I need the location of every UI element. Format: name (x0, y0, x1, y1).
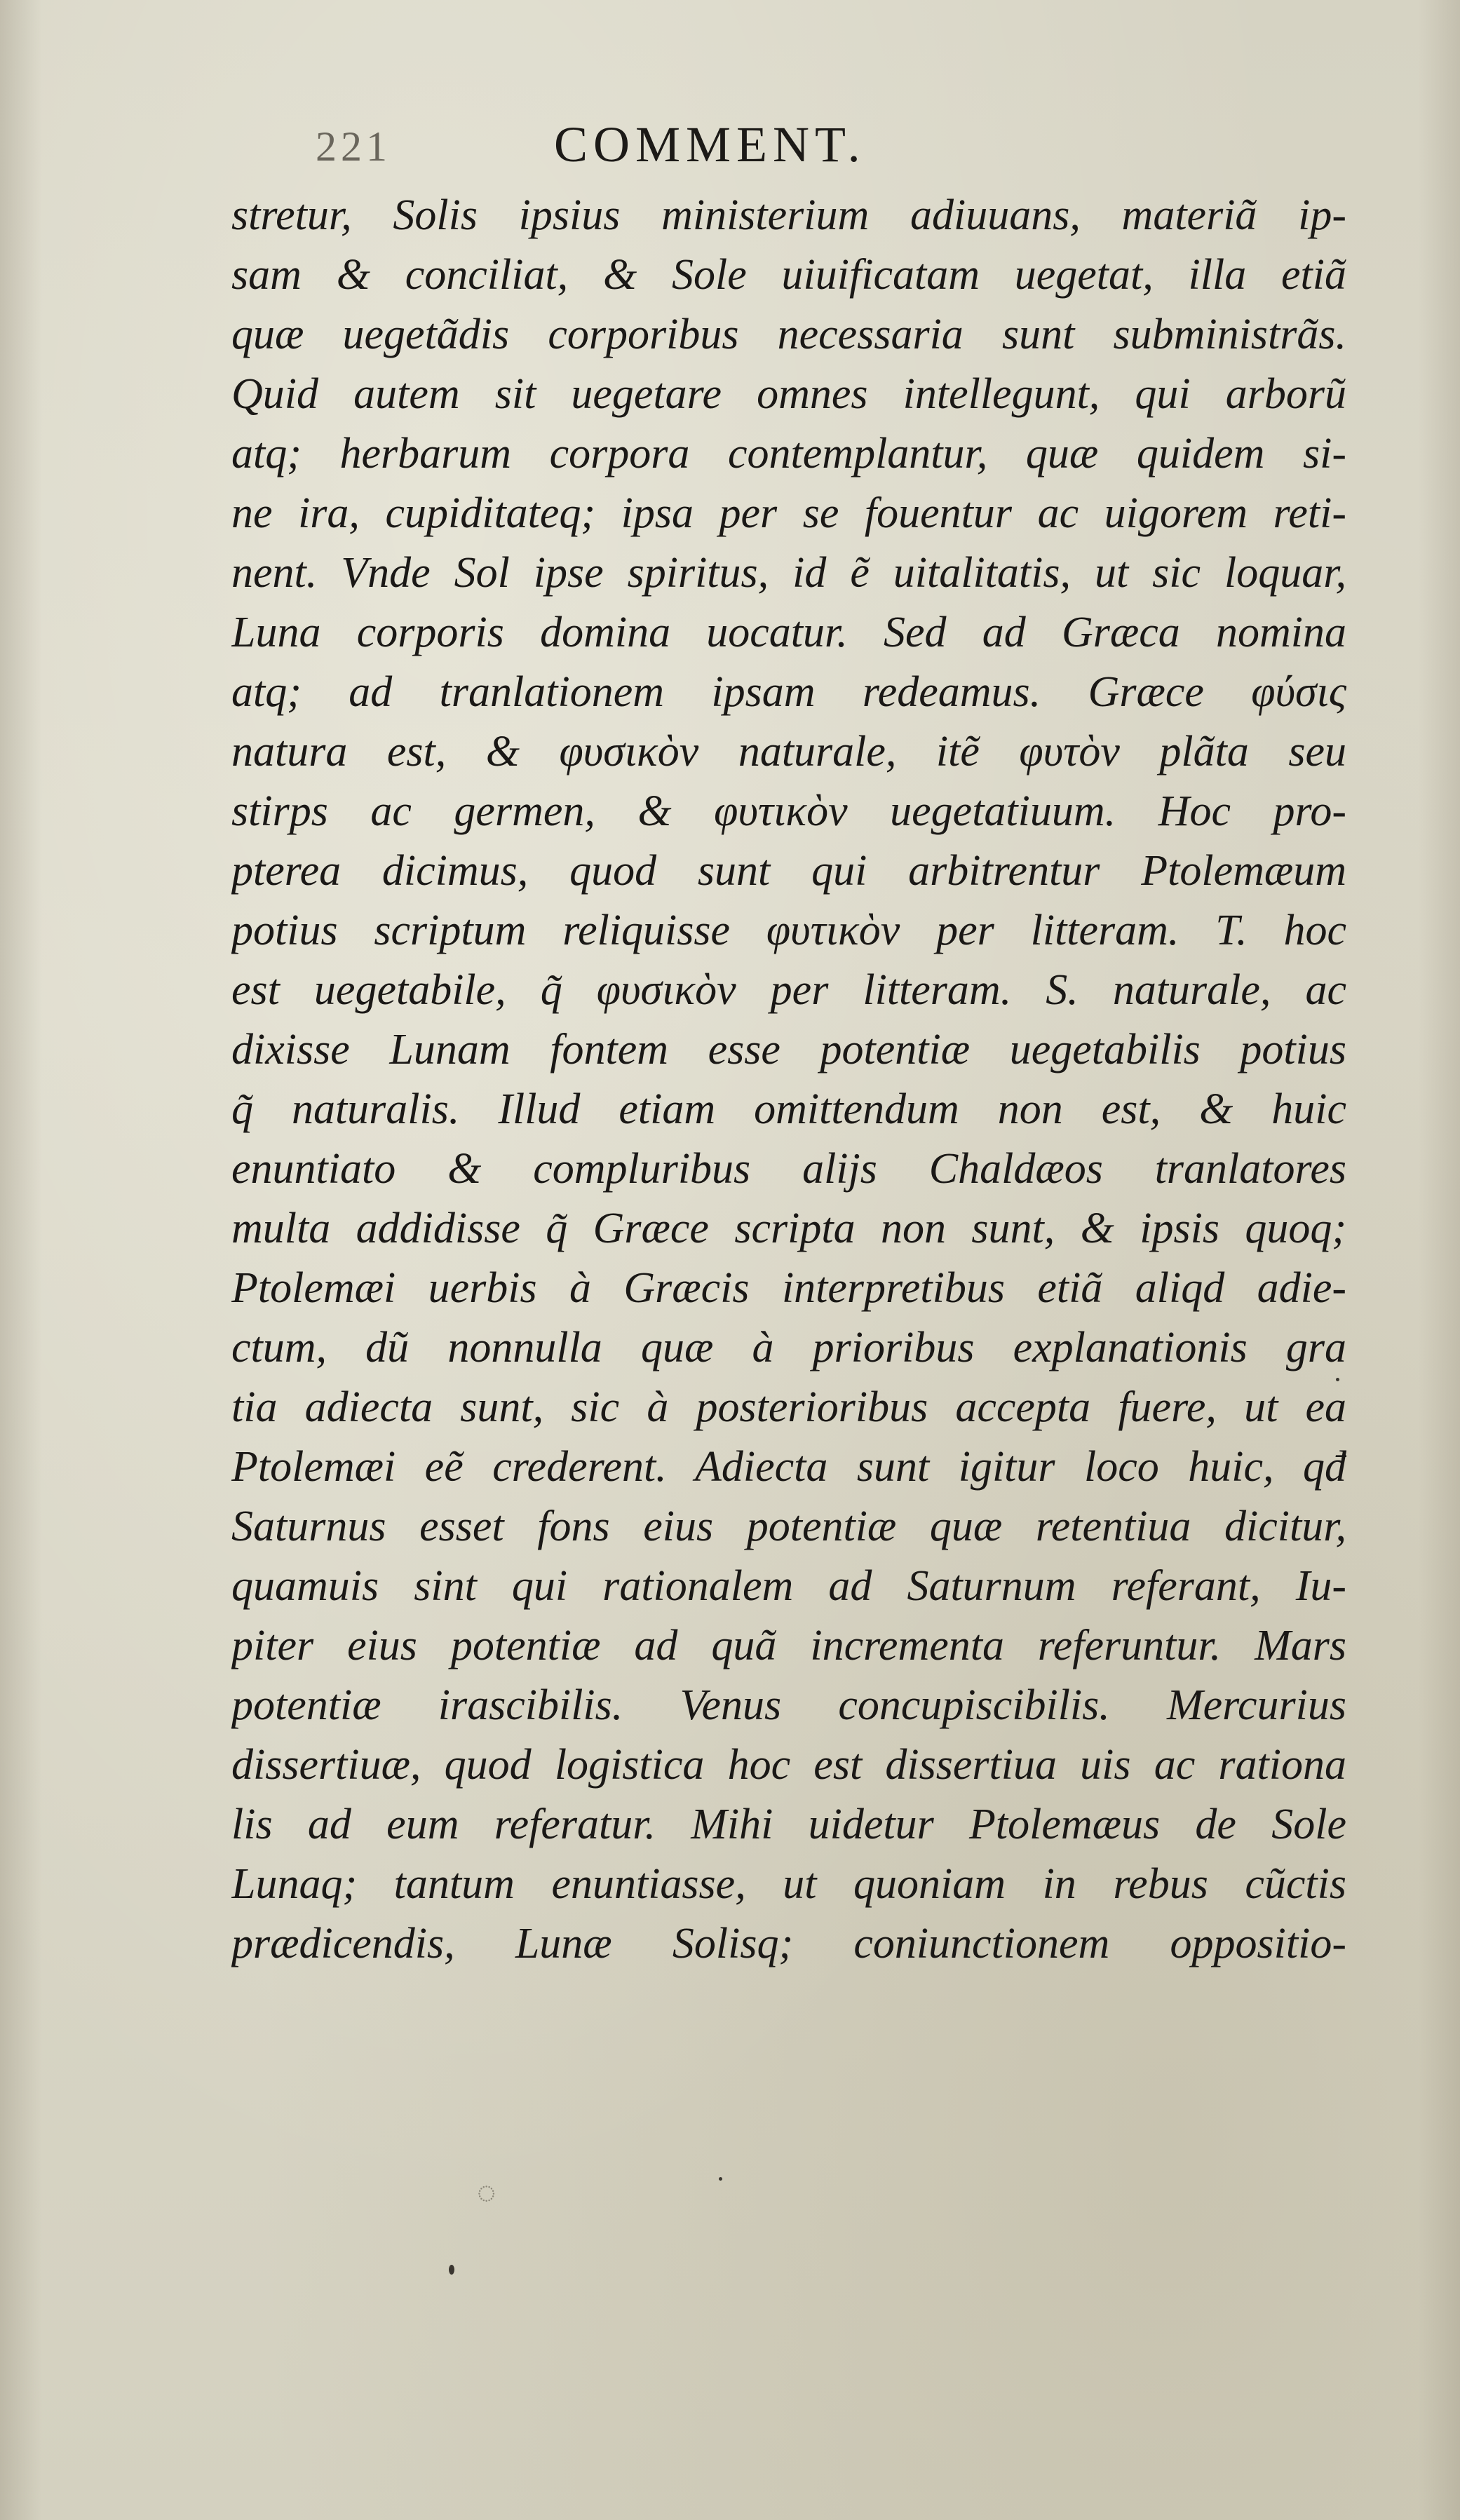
text-line: atq; ad tranlationem ipsam redeamus. Græce φύσις (231, 668, 1346, 716)
text-line: atq; herbarum corpora contemplantur, quæ quidem si- (231, 430, 1346, 477)
text-line: piter eius potentiæ ad quã incrementa referuntur. Mars (231, 1622, 1346, 1669)
left-edge-shadow (0, 0, 42, 2520)
text-line: potentiæ irascibilis. Venus concupiscibilis. Mercurius (231, 1681, 1346, 1729)
ink-speck (719, 2177, 722, 2181)
text-line: Quid autem sit uegetare omnes intellegunt, qui arborũ (231, 370, 1346, 418)
text-line: sam & conciliat, & Sole uiuificatam uegetat, illa etiã (231, 251, 1346, 299)
text-line: stretur, Solis ipsius ministerium adiuuans, materiã ip- (231, 191, 1346, 239)
text-line: Saturnus esset fons eius potentiæ quæ retentiua dicitur, (231, 1503, 1346, 1550)
text-line: potius scriptum reliquisse φυτικὸν per litteram. T. hoc (231, 907, 1346, 954)
ink-speck (449, 2265, 454, 2275)
text-line: Luna corporis domina uocatur. Sed ad Græca nomina (231, 609, 1346, 656)
text-line: prædicendis, Lunæ Solisq; coniunctionem oppositio- (231, 1920, 1346, 1967)
body-text (231, 186, 1346, 1974)
text-line: nent. Vnde Sol ipse spiritus, id ẽ uitalitatis, ut sic loquar, (231, 549, 1346, 597)
text-line: natura est, & φυσικὸν naturale, itẽ φυτὸν plãta seu (231, 728, 1346, 775)
text-line: quæ uegetãdis corporibus necessaria sunt subministrãs. (231, 311, 1346, 358)
text-line: Ptolemæi eẽ crederent. Adiecta sunt igitur loco huic, qđ (231, 1443, 1346, 1491)
text-line: dissertiuæ, quod logistica hoc est dissertiua uis ac rationa (231, 1741, 1346, 1789)
text-line: lis ad eum referatur. Mihi uidetur Ptolemæus de Sole (231, 1801, 1346, 1848)
text-line: dixisse Lunam fontem esse potentiæ uegetabilis potius (231, 1026, 1346, 1073)
text-line: tia adiecta sunt, sic à posterioribus accepta fuere, ut ea (231, 1383, 1346, 1431)
text-line: ne ira, cupiditateq; ipsa per se fouentur ac uigorem reti- (231, 489, 1346, 537)
text-line: q̃ naturalis. Illud etiam omittendum non est, & huic (231, 1085, 1346, 1133)
ink-speck (1336, 1378, 1339, 1381)
text-line: multa addidisse q̃ Græce scripta non sunt, & ipsis quoq; (231, 1205, 1346, 1252)
text-line: Lunaq; tantum enuntiasse, ut quoniam in rebus cũctis (231, 1860, 1346, 1908)
text-line: stirps ac germen, & φυτικὸν uegetatiuum. Hoc pro- (231, 787, 1346, 835)
running-head: COMMENT. (554, 116, 866, 172)
page-number: 221 (316, 123, 391, 170)
text-line: enuntiato & compluribus alijs Chaldæos tranlatores (231, 1145, 1346, 1193)
text-line: quamuis sint qui rationalem ad Saturnum referant, Iu- (231, 1562, 1346, 1610)
text-line: pterea dicimus, quod sunt qui arbitrentur Ptolemæum (231, 847, 1346, 895)
text-line: Ptolemæi uerbis à Græcis interpretibus etiã aliqd adie- (231, 1264, 1346, 1312)
text-line: ctum, dũ nonnulla quæ à prioribus explanationis gra (231, 1324, 1346, 1371)
right-edge-shadow (1418, 0, 1460, 2520)
text-line: est uegetabile, q̃ φυσικὸν per litteram. S. naturale, ac (231, 966, 1346, 1014)
footer-mark: ◌ (477, 2174, 496, 2210)
